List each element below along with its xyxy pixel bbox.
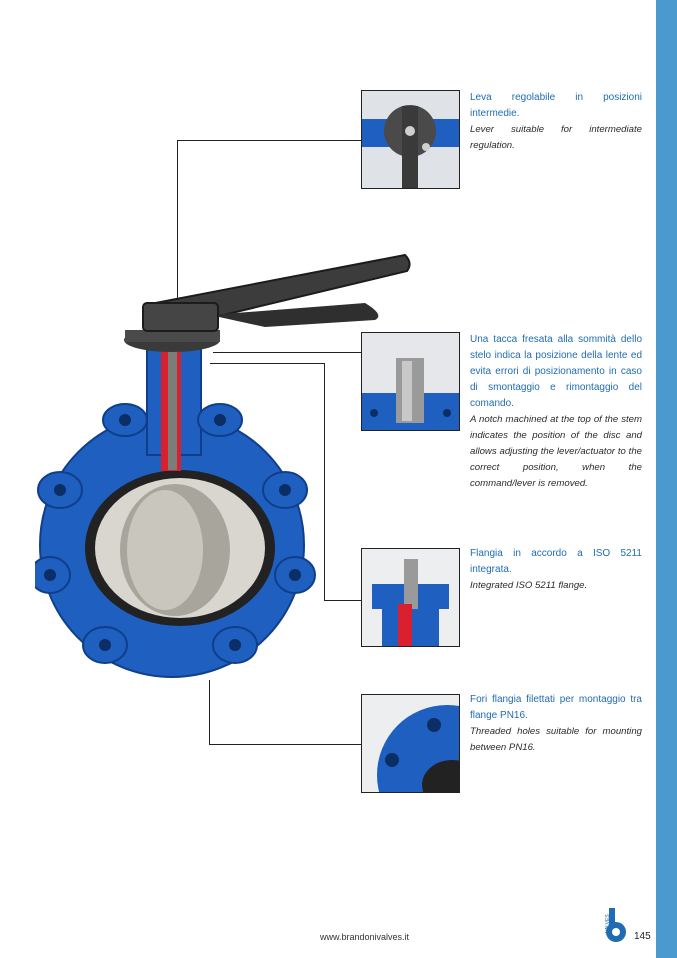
callout-lever-italian: Leva regolabile in posizioni intermedie.: [470, 92, 642, 119]
callout-lever: [470, 90, 642, 154]
brand-logo: [596, 906, 628, 944]
leader-line-holes-h: [209, 744, 361, 745]
callout-lever-english: Lever suitable for intermediate regulation.: [470, 124, 642, 151]
callout-holes-english: Threaded holes suitable for mounting between PN16.: [470, 726, 642, 753]
leader-line-flange-v: [324, 363, 325, 600]
leader-line-flange-h2: [324, 600, 361, 601]
page-number: 145: [634, 931, 651, 942]
stem-notch-thumbnail: [361, 332, 460, 431]
callout-notch-english: A notch machined at the top of the stem indicates the position of the disc and allows adjusting the lever/actuator to the correct position, when the command/lever is removed.: [470, 414, 642, 489]
leader-line-lever-v: [177, 140, 178, 300]
footer-website[interactable]: www.brandonivalves.it: [320, 932, 410, 942]
threaded-holes-thumbnail: [361, 694, 460, 793]
callout-holes-italian: Fori flangia filettati per montaggio tra flange PN16.: [470, 694, 642, 721]
callout-notch: [470, 332, 642, 492]
callout-flange-english: Integrated ISO 5211 flange.: [470, 580, 588, 591]
leader-line-holes-v: [209, 680, 210, 744]
leader-line-lever-h: [177, 140, 361, 141]
svg-text:VALVES: VALVES: [605, 914, 611, 933]
lever-detail-thumbnail: [361, 90, 460, 189]
callout-flange-italian: Flangia in accordo a ISO 5211 integrata.: [470, 548, 642, 575]
callout-flange: [470, 546, 642, 594]
leader-line-flange-h1: [210, 363, 325, 364]
side-accent-bar: [656, 0, 677, 958]
callout-notch-italian: Una tacca fresata alla sommità dello stelo indica la posizione della lente ed evita errori di posizionamento in caso di smontaggio e rimontaggio del comando.: [470, 334, 642, 409]
iso-flange-thumbnail: [361, 548, 460, 647]
leader-line-notch: [213, 352, 361, 353]
callout-holes: [470, 692, 642, 756]
